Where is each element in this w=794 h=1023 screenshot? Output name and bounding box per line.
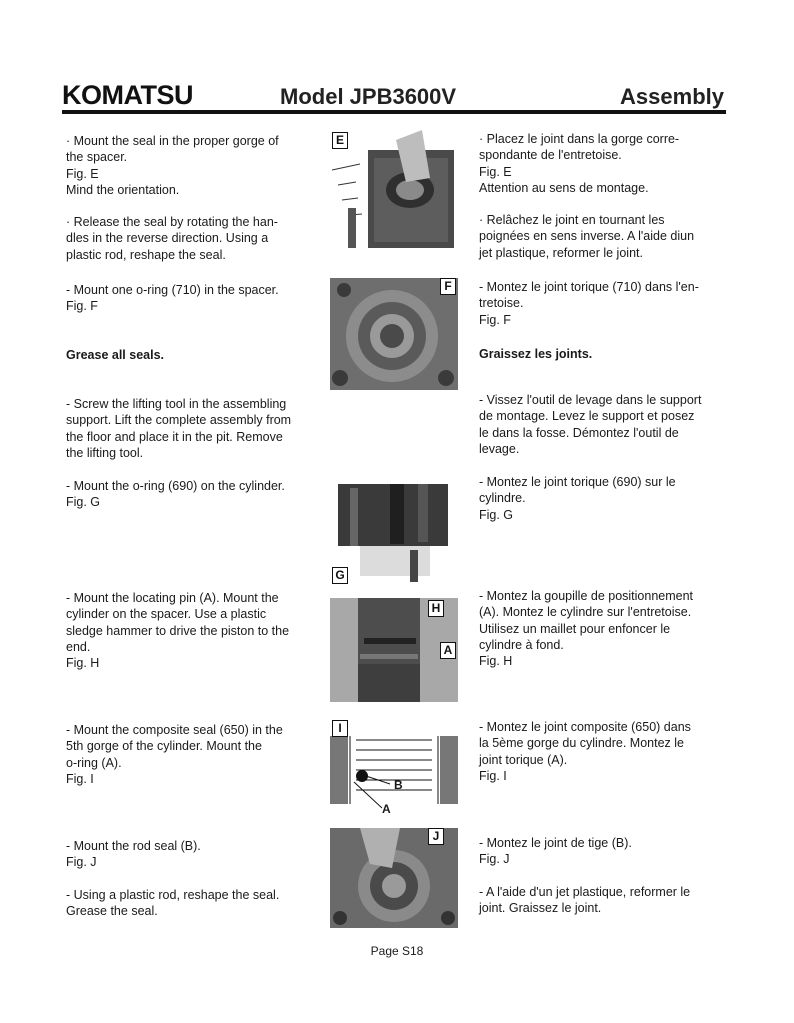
text-line: 5th gorge of the cylinder. Mount the bbox=[66, 739, 262, 754]
text-line: - Mount the locating pin (A). Mount the bbox=[66, 591, 279, 605]
text-line: plastic rod, reshape the seal. bbox=[66, 247, 226, 262]
text-line: - Mount the composite seal (650) in the bbox=[66, 723, 283, 737]
figure-g bbox=[330, 484, 458, 586]
figure-i-a-label: A bbox=[382, 802, 391, 816]
text-line: Fig. J bbox=[66, 855, 97, 870]
figure-f-photo bbox=[330, 278, 458, 390]
text-line: jet plastique, reformer le joint. bbox=[479, 245, 643, 260]
figure-j bbox=[330, 828, 458, 928]
text-line: cylindre à fond. bbox=[479, 637, 564, 652]
figure-i-b-label: B bbox=[394, 778, 403, 792]
figure-i-drawing bbox=[330, 718, 458, 820]
step-g-en bbox=[66, 478, 318, 511]
text-line: poignées en sens inverse. A l'aide diun bbox=[479, 229, 695, 244]
step-i-fr bbox=[479, 719, 729, 784]
step-i-en bbox=[66, 722, 318, 787]
text-line: cylindre. bbox=[479, 491, 526, 506]
figure-h-callout-a: A bbox=[440, 642, 456, 659]
figure-j-label: J bbox=[428, 828, 444, 845]
figure-e bbox=[330, 130, 458, 250]
step-f-fr bbox=[479, 279, 729, 328]
text-line: Fig. F bbox=[66, 299, 98, 314]
text-line: · Placez le joint dans la gorge corre- bbox=[479, 132, 680, 146]
figure-e-label: E bbox=[332, 132, 348, 149]
text-line: Fig. I bbox=[479, 768, 507, 783]
step-e2-en bbox=[66, 214, 318, 263]
figure-g-label: G bbox=[332, 567, 348, 584]
text-line: Fig. H bbox=[479, 654, 513, 669]
section-title: Assembly bbox=[620, 84, 724, 109]
figure-i-label: I bbox=[332, 720, 348, 737]
text-line: - Mount the rod seal (B). bbox=[66, 839, 201, 853]
text-line: joint torique (A). bbox=[479, 752, 568, 767]
text-line: la 5ème gorge du cylindre. Montez le bbox=[479, 736, 684, 751]
step-j2-fr bbox=[479, 884, 729, 917]
page-header bbox=[62, 82, 726, 112]
text-line: Fig. J bbox=[479, 852, 510, 867]
text-line: joint. Graissez le joint. bbox=[479, 901, 602, 916]
text-line: de montage. Levez le support et posez bbox=[479, 409, 695, 424]
text-line: · Release the seal by rotating the han- bbox=[66, 215, 278, 229]
step-h-fr bbox=[479, 588, 729, 669]
step-e-fr bbox=[479, 131, 729, 196]
text-line: Grease the seal. bbox=[66, 904, 158, 919]
text-line: - Montez la goupille de positionnement bbox=[479, 589, 694, 603]
text-line: Graissez les joints. bbox=[479, 347, 593, 361]
grease-fr bbox=[479, 346, 729, 362]
figure-f bbox=[330, 278, 458, 390]
text-line: Fig. E bbox=[479, 164, 512, 179]
text-line: Fig. H bbox=[66, 656, 100, 671]
komatsu-logo: KOMATSU bbox=[62, 80, 193, 110]
step-e2-fr bbox=[479, 212, 729, 261]
text-line: spondante de l'entretoise. bbox=[479, 148, 622, 163]
step-j-fr bbox=[479, 835, 729, 868]
text-line: sledge hammer to drive the piston to the bbox=[66, 623, 290, 638]
text-line: Fig. G bbox=[66, 495, 101, 510]
text-line: · Relâchez le joint en tournant les bbox=[479, 213, 665, 227]
step-lift-en bbox=[66, 396, 318, 461]
step-lift-fr bbox=[479, 392, 729, 457]
text-line: Utilisez un maillet pour enfoncer le bbox=[479, 621, 671, 636]
step-j2-en bbox=[66, 887, 318, 920]
step-f-en bbox=[66, 282, 318, 315]
text-line: Fig. G bbox=[479, 507, 514, 522]
figure-g-photo bbox=[330, 484, 458, 586]
text-line: - Mount one o-ring (710) in the spacer. bbox=[66, 283, 279, 297]
text-line: - Mount the o-ring (690) on the cylinder. bbox=[66, 479, 285, 493]
figure-h-label: H bbox=[428, 600, 444, 617]
text-line: o-ring (A). bbox=[66, 755, 122, 770]
text-line: · Mount the seal in the proper gorge of bbox=[66, 134, 279, 148]
text-line: (A). Montez le cylindre sur l'entretoise. bbox=[479, 605, 692, 620]
text-line: the floor and place it in the pit. Remove bbox=[66, 429, 283, 444]
header-rule bbox=[62, 110, 726, 114]
text-line: - Screw the lifting tool in the assembling bbox=[66, 397, 287, 411]
step-h-en bbox=[66, 590, 318, 671]
text-line: Fig. E bbox=[66, 166, 99, 181]
text-line: - Montez le joint torique (710) dans l'en- bbox=[479, 280, 699, 294]
figure-e-photo bbox=[330, 130, 458, 250]
step-e-en bbox=[66, 133, 318, 198]
text-line: support. Lift the complete assembly from bbox=[66, 413, 292, 428]
text-line: Mind the orientation. bbox=[66, 182, 180, 197]
text-line: dles in the reverse direction. Using a bbox=[66, 231, 269, 246]
text-line: Grease all seals. bbox=[66, 348, 164, 362]
text-line: - Vissez l'outil de levage dans le support bbox=[479, 393, 702, 407]
text-line: the lifting tool. bbox=[66, 445, 144, 460]
text-line: end. bbox=[66, 639, 91, 654]
grease-en bbox=[66, 347, 318, 363]
text-line: - Montez le joint torique (690) sur le bbox=[479, 475, 676, 489]
text-line: - Using a plastic rod, reshape the seal. bbox=[66, 888, 280, 902]
step-g-fr bbox=[479, 474, 729, 523]
figure-i bbox=[330, 718, 458, 820]
step-j-en bbox=[66, 838, 318, 871]
text-line: Fig. I bbox=[66, 771, 94, 786]
model-title: Model JPB3600V bbox=[280, 84, 457, 109]
figure-f-label: F bbox=[440, 278, 456, 295]
text-line: Fig. F bbox=[479, 312, 511, 327]
text-line: tretoise. bbox=[479, 296, 524, 311]
text-line: - Montez le joint de tige (B). bbox=[479, 836, 632, 850]
text-line: - Montez le joint composite (650) dans bbox=[479, 720, 691, 734]
text-line: Attention au sens de montage. bbox=[479, 180, 649, 195]
text-line: levage. bbox=[479, 441, 520, 456]
text-line: the spacer. bbox=[66, 150, 128, 165]
page-number: Page S18 bbox=[370, 944, 424, 958]
text-line: le dans la fosse. Démontez l'outil de bbox=[479, 425, 679, 440]
figure-h bbox=[330, 598, 458, 702]
text-line: - A l'aide d'un jet plastique, reformer le bbox=[479, 885, 691, 899]
text-line: cylinder on the spacer. Use a plastic bbox=[66, 607, 267, 622]
